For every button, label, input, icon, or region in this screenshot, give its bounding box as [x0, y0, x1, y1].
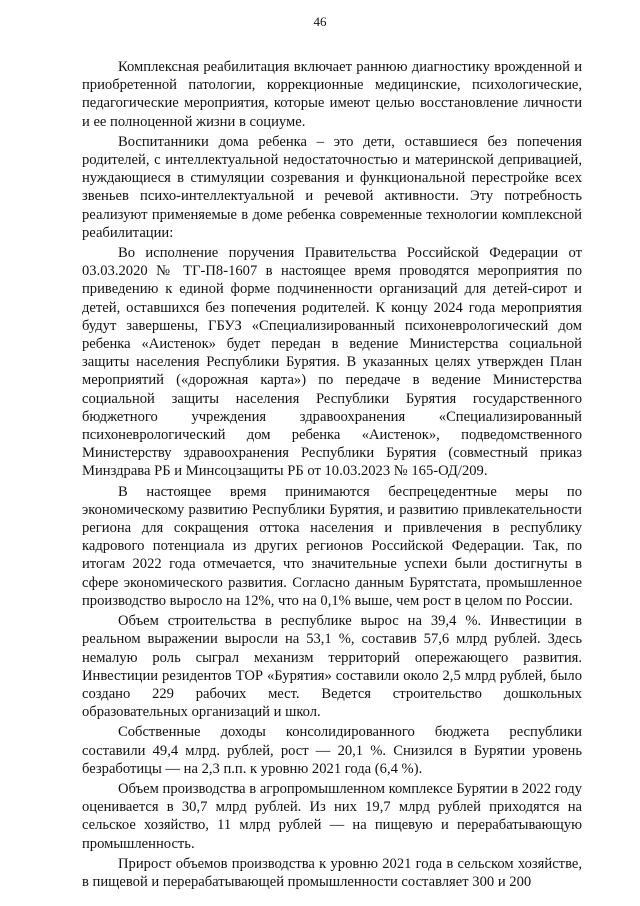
document-body	[82, 58, 582, 893]
paragraph-pupils: Воспитанники дома ребенка – это дети, оставшиеся без попечения родителей, с интеллектуальной недостаточностью и материнской депривацией, нуждающиеся в стимуляции созревания и функциональной перестройке всех звеньев психо-интеллектуальной и речевой активности. Эту потребность реализуют применяемые в доме ребенка современные технологии комплексной реабилитации:	[82, 133, 582, 241]
page-number: 46	[313, 14, 327, 29]
paragraph-agriculture: Объем производства в агропромышленном комплексе Бурятии в 2022 году оценивается в 30,7 млрд рублей. Из них 19,7 млрд рублей приходятся на сельское хозяйство, 11 млрд рублей — на пищевую и перерабатывающую промышленность.	[82, 780, 582, 852]
paragraph-economic-development: В настоящее время принимаются беспрецедентные меры по экономическому развитию Республики Бурятия, и развитию привлекательности региона для сокращения оттока населения и привлечения в республику кадрового потенциала из других регионов Российской Федерации. Так, по итогам 2022 года отмечается, что значительные успехи были достигнуты в сфере экономического развития. Согласно данным Бурятстата, промышленное производство выросло на 12%, что на 0,1% выше, чем рост в целом по России.	[82, 483, 582, 609]
paragraph-production-growth: Прирост объемов производства к уровню 2021 года в сельском хозяйстве, в пищевой и перерабатывающей промышленности составляет 300 и 200	[82, 855, 582, 890]
paragraph-budget: Собственные доходы консолидированного бюджета республики составили 49,4 млрд. рублей, рост — 20,1 %. Снизился в Бурятии уровень безработицы — на 2,3 п.п. к уровню 2021 года (6,4 %).	[82, 724, 582, 777]
paragraph-rehabilitation: Комплексная реабилитация включает раннюю диагностику врожденной и приобретенной патологии, коррекционные медицинские, психологические, педагогические мероприятия, которые имеют целью восстановление личности и ее полноценной жизни в социуме.	[82, 59, 582, 130]
paragraph-construction: Объем строительства в республике вырос на 39,4 %. Инвестиции в реальном выражении выросли на 53,1 %, составив 57,6 млрд рублей. Здесь немалую роль сыграл механизм территорий опережающего развития. Инвестиции резидентов ТОР «Бурятия» составили около 2,5 млрд рублей, было создано 229 рабочих мест. Ведется строительство дошкольных образовательных организаций и школ.	[82, 613, 582, 721]
paragraph-government-order: Во исполнение поручения Правительства Российской Федерации от 03.03.2020 № ТГ-П8-1607 в настоящее время проводятся мероприятия по приведению к единой форме подчиненности организаций для детей-сирот и детей, оставшихся без попечения родителей. К концу 2024 года мероприятия будут завершены, ГБУЗ «Специализированный психоневрологический дом ребенка «Аистенок» будет передан в ведение Министерства социальной защиты населения Республики Бурятия. В указанных целях утвержден План мероприятий («дорожная карта») по передаче в ведение Министерства социальной защиты населения Республики Бурятия государственного бюджетного учреждения здравоохранения «Специализированный психоневрологический дом ребенка «Аистенок», подведомственного Министерству здравоохранения Республики Бурятия (совместный приказ Минздрава РБ и Минсоцзащиты РБ от 10.03.2023 № 165-ОД/209.	[82, 245, 582, 480]
